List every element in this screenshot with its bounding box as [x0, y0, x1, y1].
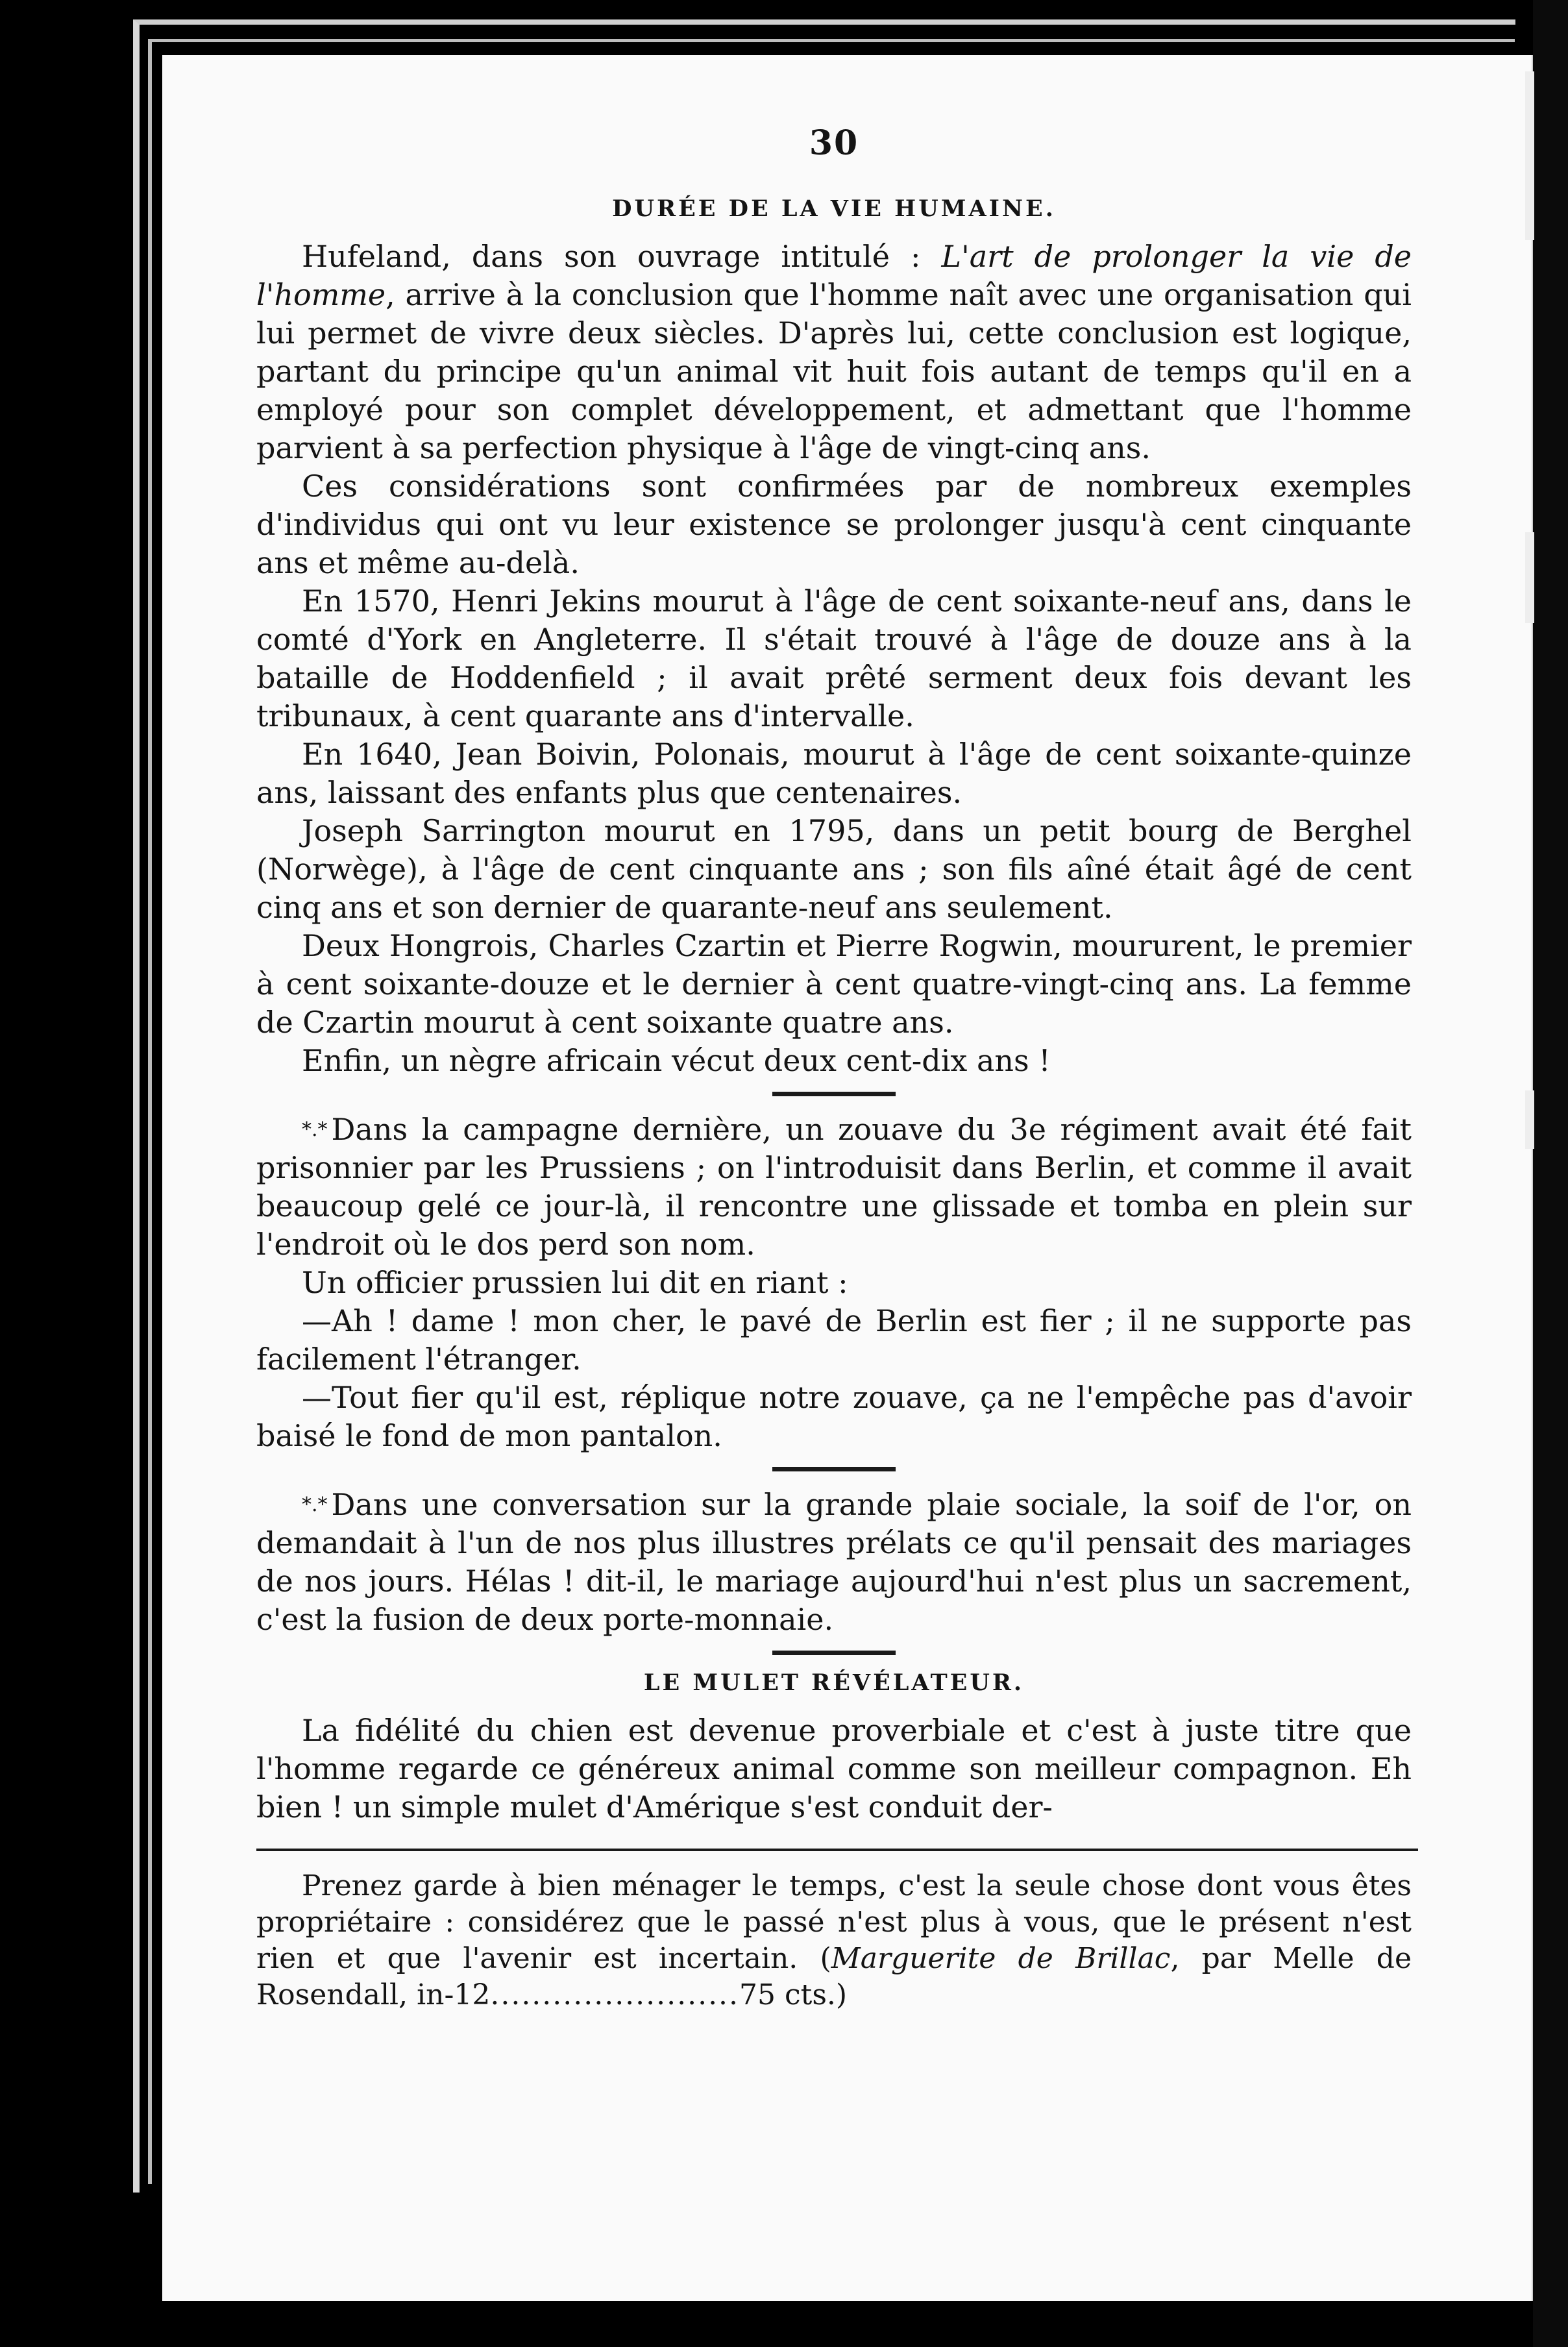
strip-mark: [1525, 71, 1534, 240]
paragraph-hongrois: Deux Hongrois, Charles Czartin et Pierre Rogwin, moururent, le premier à cent soixante-douze et le dernier à cent quatre-vingt-cinq ans. La femme de Czartin mourut à cent soixante quatre ans.: [256, 928, 1412, 1040]
separator-rule: [772, 1651, 896, 1655]
section-title-duree: DURÉE DE LA VIE HUMAINE.: [612, 195, 1056, 222]
strip-mark: [1525, 1090, 1534, 1149]
book-title-italic: L'art de prolonger la vie de l'homme: [256, 239, 1412, 312]
paragraph-officier: Un officier prussien lui dit en riant :: [302, 1265, 848, 1300]
paragraph-hufeland: [256, 238, 1412, 467]
paragraph-hufeland-start: Hufeland, dans son ouvrage intitulé :: [302, 239, 942, 274]
separator-rule: [772, 1467, 896, 1471]
paragraph-negre: Enfin, un nègre africain vécut deux cent-dix ans !: [302, 1043, 1051, 1078]
paragraph-sarrington: Joseph Sarrington mourut en 1795, dans un petit bourg de Berghel (Norwège), à l'âge de cent cinquante ans ; son fils aîné était âgé de cent cinq ans et son dernier de quarante-neuf ans seulement.: [256, 813, 1412, 925]
separator-rule: [772, 1092, 896, 1096]
footnote-author: , par Melle de Rosendall, in-12: [256, 1942, 1412, 2011]
paragraph-hufeland-rest: , arrive à la conclusion que l'homme naît avec une organisation qui lui permet de vivre deux siècles. D'après lui, cette conclusion est logique, partant du principe qu'un animal vit huit fois autant de temps qu'il en a employé pour son complet développement, et admettant que l'homme parvient à sa perfection physique à l'âge de vingt-cinq ans.: [256, 277, 1412, 465]
asterism-icon: *.*: [302, 1118, 328, 1141]
strip-mark: [1525, 532, 1534, 623]
paragraph-boivin: En 1640, Jean Boivin, Polonais, mourut à l'âge de cent soixante-quinze ans, laissant des enfants plus que centenaires.: [256, 737, 1412, 810]
paragraph-dialogue-1: —Ah ! dame ! mon cher, le pavé de Berlin est fier ; il ne supporte pas facilement l'étranger.: [256, 1303, 1412, 1377]
paragraph-mariage: [256, 1486, 1412, 1639]
paragraph-mulet: La fidélité du chien est devenue proverbiale et c'est à juste titre que l'homme regarde ce généreux animal comme son meilleur compagnon. Eh bien ! un simple mulet d'Amérique s'est conduit der-: [256, 1713, 1412, 1825]
asterism-icon: *.*: [302, 1493, 328, 1516]
page-number: 30: [809, 123, 859, 163]
paragraph-zouave: [256, 1111, 1412, 1264]
footnote-leader-dots: ........................: [490, 1978, 740, 2011]
paragraph-mariage-text: Dans une conversation sur la grande plaie sociale, la soif de l'or, on demandait à l'un de nos plus illustres prélats ce qu'il pensait des mariages de nos jours. Hélas ! dit-il, le mariage aujourd'hui n'est plus un sacrement, c'est la fusion de deux porte-monnaie.: [256, 1487, 1412, 1637]
footnote-advertisement: [256, 1868, 1412, 2013]
page-content: [256, 123, 1412, 2013]
adjacent-page-strip: [1533, 0, 1568, 2347]
section-title-mulet: LE MULET RÉVÉLATEUR.: [643, 1669, 1025, 1696]
footnote-book-title: Marguerite de Brillac: [831, 1942, 1171, 1975]
paragraph-jekins: En 1570, Henri Jekins mourut à l'âge de cent soixante-neuf ans, dans le comté d'York en Angleterre. Il s'était trouvé à l'âge de douze ans à la bataille de Hoddenfield ; il avait prêté serment deux fois devant les tribunaux, à cent quarante ans d'intervalle.: [256, 584, 1412, 733]
paragraph-dialogue-2: —Tout fier qu'il est, réplique notre zouave, ça ne l'empêche pas d'avoir baisé le fond de mon pantalon.: [256, 1380, 1412, 1453]
footnote-price: 75 cts.): [739, 1978, 848, 2011]
paragraph-zouave-text: Dans la campagne dernière, un zouave du 3e régiment avait été fait prisonnier par les Prussiens ; on l'introduisit dans Berlin, et comme il avait beaucoup gelé ce jour-là, il rencontre une glissade et tomba en plein sur l'endroit où le dos perd son nom.: [256, 1112, 1412, 1262]
footnote-rule: [256, 1849, 1418, 1851]
paragraph-considerations: Ces considérations sont confirmées par de nombreux exemples d'individus qui ont vu leur existence se prolonger jusqu'à cent cinquante ans et même au-delà.: [256, 469, 1412, 580]
footnote-text: Prenez garde à bien ménager le temps, c'est la seule chose dont vous êtes propriétaire : considérez que le passé n'est plus à vous, que le présent n'est rien et que l'avenir est incertain. (: [256, 1869, 1412, 1975]
